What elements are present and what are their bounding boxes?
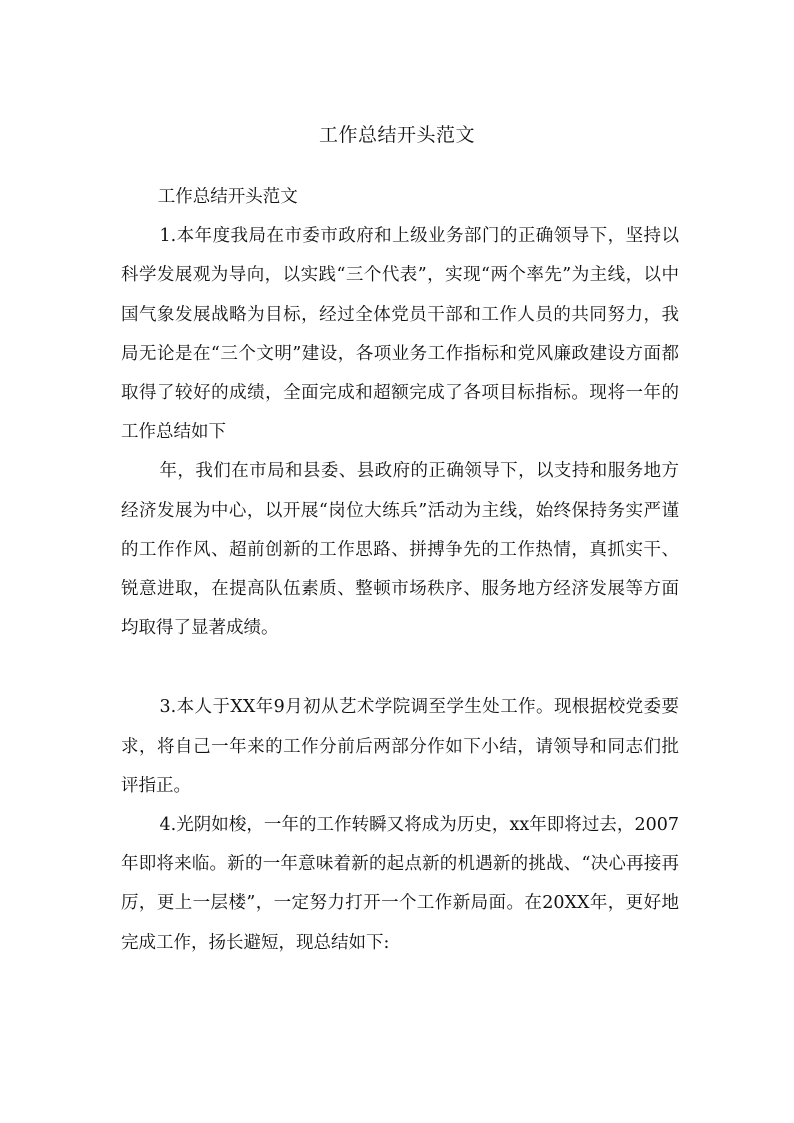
paragraph-1: 1.本年度我局在市委市政府和上级业务部门的正确领导下，坚持以科学发展观为导向，以实践“三个代表”，实现“两个率先”为主线，以中国气象发展战略为目标，经过全体党员干部和工作人员的共同努力，我局无论是在“三个文明”建设，各项业务工作指标和党风廉政建设方面都取得了较好的成绩，全面完成和超额完成了各项目标指标。现将一年的工作总结如下 (121, 226, 679, 443)
paragraph-gap (121, 648, 679, 688)
paragraph-3: 3.本人于XX年9月初从艺术学院调至学生处工作。现根据校党委要求，将自己一年来的工作分前后两部分作如下小结，请领导和同志们批评指正。 (121, 697, 679, 796)
paragraph-4: 4.光阴如梭，一年的工作转瞬又将成为历史，xx年即将过去，2007年即将来临。新的一年意味着新的起点新的机遇新的挑战、“决心再接再厉，更上一层楼”，一定努力打开一个工作新局面。在20XX年，更好地完成工作，扬长避短，现总结如下: (121, 815, 679, 953)
document-title: 工作总结开头范文 (318, 124, 475, 146)
paragraph-subtitle: 工作总结开头范文 (157, 187, 298, 207)
paragraph-2: 年，我们在市局和县委、县政府的正确领导下，以支持和服务地方经济发展为中心，以开展“岗位大练兵”活动为主线，始终保持务实严谨的工作作风、超前创新的工作思路、拼搏争先的工作热情，真抓实干、锐意进取，在提高队伍素质、整顿市场秩序、服务地方经济发展等方面均取得了显著成绩。 (121, 461, 679, 639)
document-body (121, 178, 679, 963)
